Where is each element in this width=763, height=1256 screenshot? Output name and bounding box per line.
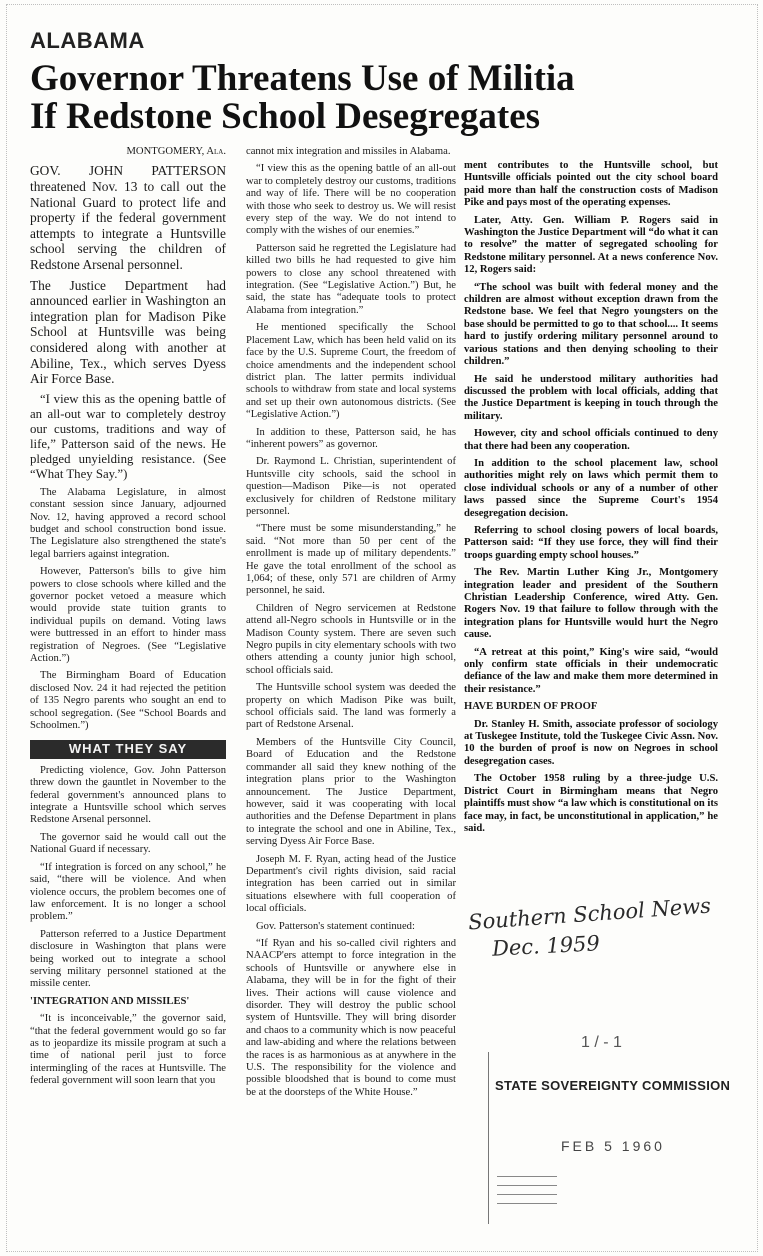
paragraph: ment contributes to the Huntsville school, but Huntsville officials pointed out the city school board paid more than half the construction costs of Madison Pike and pays most of the operating expenses. (464, 160, 718, 209)
pull-quote: “I view this as the opening battle of an all-out war to completely destroy our customs, traditions and way of life,” Patterson said of the news. He pledged unyielding resistance. (See “What They Say.”) (30, 391, 226, 481)
paragraph: The Huntsville school system was deeded the property on which Madison Pike was built, school officials said. The land was formerly a part of Redstone Arsenal. (246, 682, 456, 731)
paragraph: In addition to these, Patterson said, he has “inherent powers” as governor. (246, 426, 456, 450)
paragraph: “If integration is forced on any school,” he said, “there will be violence. And when violence occurs, the problem becomes one of law enforcement. It is no longer a school problem.” (30, 861, 226, 923)
paragraph: Dr. Stanley H. Smith, associate professor of sociology at Tuskegee Institute, told the Tuskegee Civic Assn. Nov. 10 the burden of proof is now on Negroes in school desegregation cases. (464, 718, 718, 767)
paragraph: The Alabama Legislature, in almost constant session since January, adjourned Nov. 12, having approved a record school budget and school construction bond issue. The Legislature also strengthened the state's legal barriers against integration. (30, 486, 226, 560)
subhead: HAVE BURDEN OF PROOF (464, 701, 598, 713)
paragraph: However, city and school officials continued to deny that there had been any cooperation. (464, 428, 718, 452)
paragraph: Patterson referred to a Justice Department disclosure in Washington that plans were being worked out to integrate a school serving military personnel stationed at the missile center. (30, 928, 226, 990)
paragraph: Members of the Huntsville City Council, Board of Education and the Redstone commander all said they knew nothing of the integration plans prior to the Washington announcement. The Justice Department, however, said it was cooperating with local authorities and the Defense Department in plans to integrate the school and one in Abiline, Tex., serving Dyess Air Force Base. (246, 736, 456, 848)
stamp-lines (497, 1168, 557, 1212)
headline (30, 60, 590, 136)
paragraph: “I view this as the opening battle of an all-out war to completely destroy our customs, traditions and way of life. There will be no cooperation with those who seek to destroy us. We will resist every step of the way. We do not intend to comply with the wishes of our enemies.” (246, 163, 456, 237)
lead-paragraph: The Justice Department had announced earlier in Washington an integration plan for Madison Pike School at Huntsville was being considered along with another at Abiline, Tex., which serves Dyess Air Force Base. (30, 277, 226, 387)
what-they-say-banner: WHAT THEY SAY (30, 740, 226, 758)
paragraph: He said he understood military authorities had discussed the problem with local officials, adding that the Justice Department is keeping in touch through the military. (464, 373, 718, 422)
paragraph: In addition to the school placement law, school authorities might rely on laws which permit them to close individual schools or any of a number of other laws passed since the Supreme Court's 1954 desegregation decision. (464, 457, 718, 519)
paragraph: “A retreat at this point,” King's wire said, “would only confirm state officials in their undemocratic defiance of the law and make them more determined in their resistance.” (464, 646, 718, 695)
handwritten-source: Southern School News (467, 893, 712, 935)
commission-stamp (488, 1034, 731, 1224)
stamp-mark: 1 / - 1 (581, 1034, 622, 1051)
section-label: ALABAMA (30, 28, 145, 53)
paragraph: The Birmingham Board of Education disclosed Nov. 24 it had rejected the petition of 135 Negro parents who sought an end to school segregation. (See “School Boards and Schoolmen.”) (30, 670, 226, 732)
paragraph: He mentioned specifically the School Placement Law, which has been held valid on its face by the U.S. Supreme Court, the freedom of choice amendments and the independent school district plan. The latter permits individual schools to withdraw from state and local systems and set up their own autonomous districts. (See “Legislative Action.”) (246, 322, 456, 421)
paragraph: Gov. Patterson's statement continued: (256, 920, 415, 932)
paragraph: The Rev. Martin Luther King Jr., Montgomery integration leader and president of the Southern Christian Leadership Conference, wired Atty. Gen. Rogers Nov. 19 that failure to follow through with the integration plans for Huntsville would hurt the Negro cause. (464, 567, 718, 641)
paragraph: Children of Negro servicemen at Redstone attend all-Negro schools in Huntsville or in the Madison County system. There are seven such Negro pupils in city elementary schools with two others attending a county junior high school, school officials said. (246, 602, 456, 676)
paragraph: The governor said he would call out the National Guard if necessary. (30, 831, 226, 856)
paragraph: Later, Atty. Gen. William P. Rogers said in Washington the Justice Department will “do what it can to resolve” the matter of segregated schooling for Redstone military personnel. At a news conference Nov. 12, Rogers said: (464, 214, 718, 276)
column-1 (30, 146, 226, 1093)
paragraph: “It is inconceivable,” the governor said, “that the federal government would go so far as to jeopardize its missile program at such a time of national peril just to force intermingling of the races at Huntsville. The federal government will soon learn that you (30, 1013, 226, 1087)
subhead: 'INTEGRATION AND MISSILES' (30, 995, 190, 1007)
paragraph: “If Ryan and his so-called civil righters and NAACP'ers attempt to force integration in the schools of Huntsville or anywhere else in Alabama, they will be in for the fight of their lives. Their actions will cause violence and disorder. They will destroy the public school system of Huntsville. They will bring disorder and chaos to a community which is now peaceful and law-abiding and where the relations between the races is as harmonious as at anywhere in the U.S. The responsibility for the violence and possible bloodshed that is bound to come must be at the doorsteps of the White House.” (246, 937, 456, 1098)
paragraph: “The school was built with federal money and the children are almost without exception drawn from the Redstone base. We feel that Negro youngsters on the base should be permitted to go to that school.... It seems hard to justify ordering military personnel around to various stations and then denying schooling to their children.” (464, 281, 718, 368)
column-3 (464, 160, 718, 840)
headline-line-2: If Redstone School Desegregates (30, 96, 541, 137)
paragraph: “There must be some misunderstanding,” he said. “Not more than 50 per cent of the enrollment is made up of military dependents.” He gave the total enrollment of the school as 1,064; of these, only 571 are children of Army personnel, he said. (246, 523, 456, 597)
headline-line-1: Governor Threatens Use of Militia (30, 58, 575, 99)
dateline: MONTGOMERY, Ala. (126, 146, 226, 157)
paragraph: Patterson said he regretted the Legislature had killed two bills he had requested to give him powers to close any school threatened with integration. (See “Legislative Action.”) But, he said, the state has “adequate tools to protect Alabama from integration.” (246, 242, 456, 316)
stamp-title: STATE SOVEREIGNTY COMMISSION (495, 1078, 731, 1093)
paragraph: cannot mix integration and missiles in Alabama. (246, 146, 451, 157)
lead-paragraph: GOV. JOHN PATTERSON threatened Nov. 13 to call out the National Guard to protect life and property if the federal government attempts to integrate a Huntsville school serving the children of Redstone Arsenal personnel. (30, 163, 226, 272)
paragraph: However, Patterson's bills to give him powers to close schools where killed and the governor pocket vetoed a measure which would provide state tuition grants to individual pupils on demand. Voting laws were buttressed in an effort to hinder mass registration of Negroes. (See “Legislative Action.”) (30, 566, 226, 664)
lead-paragraphs (30, 163, 226, 386)
paragraph: Joseph M. F. Ryan, acting head of the Justice Department's civil rights division, said racial integration has been carried out in similar situations elsewhere with full cooperation of local officials. (246, 853, 456, 915)
paragraph: Predicting violence, Gov. John Patterson threw down the gauntlet in November to the federal government's announced plans to integrate a Huntsville school which serves Redstone Arsenal personnel. (30, 764, 226, 826)
paragraph: The October 1958 ruling by a three-judge U.S. District Court in Birmingham means that Negro plaintiffs must show “a law which is constitutional on its face may, in fact, be unconstitutional in application,” he said. (464, 773, 718, 834)
paragraph: Dr. Raymond L. Christian, superintendent of Huntsville city schools, said the school in question—Madison Pike—is not operated exclusively for children of Redstone military personnel. (246, 456, 456, 517)
column-2 (246, 146, 456, 1104)
stamp-date: FEB 5 1960 (561, 1138, 665, 1154)
handwritten-date: Dec. 1959 (491, 931, 601, 961)
paragraph: Referring to school closing powers of local boards, Patterson said: “If they use force, they will find their troops guarding empty school houses.” (464, 524, 718, 561)
